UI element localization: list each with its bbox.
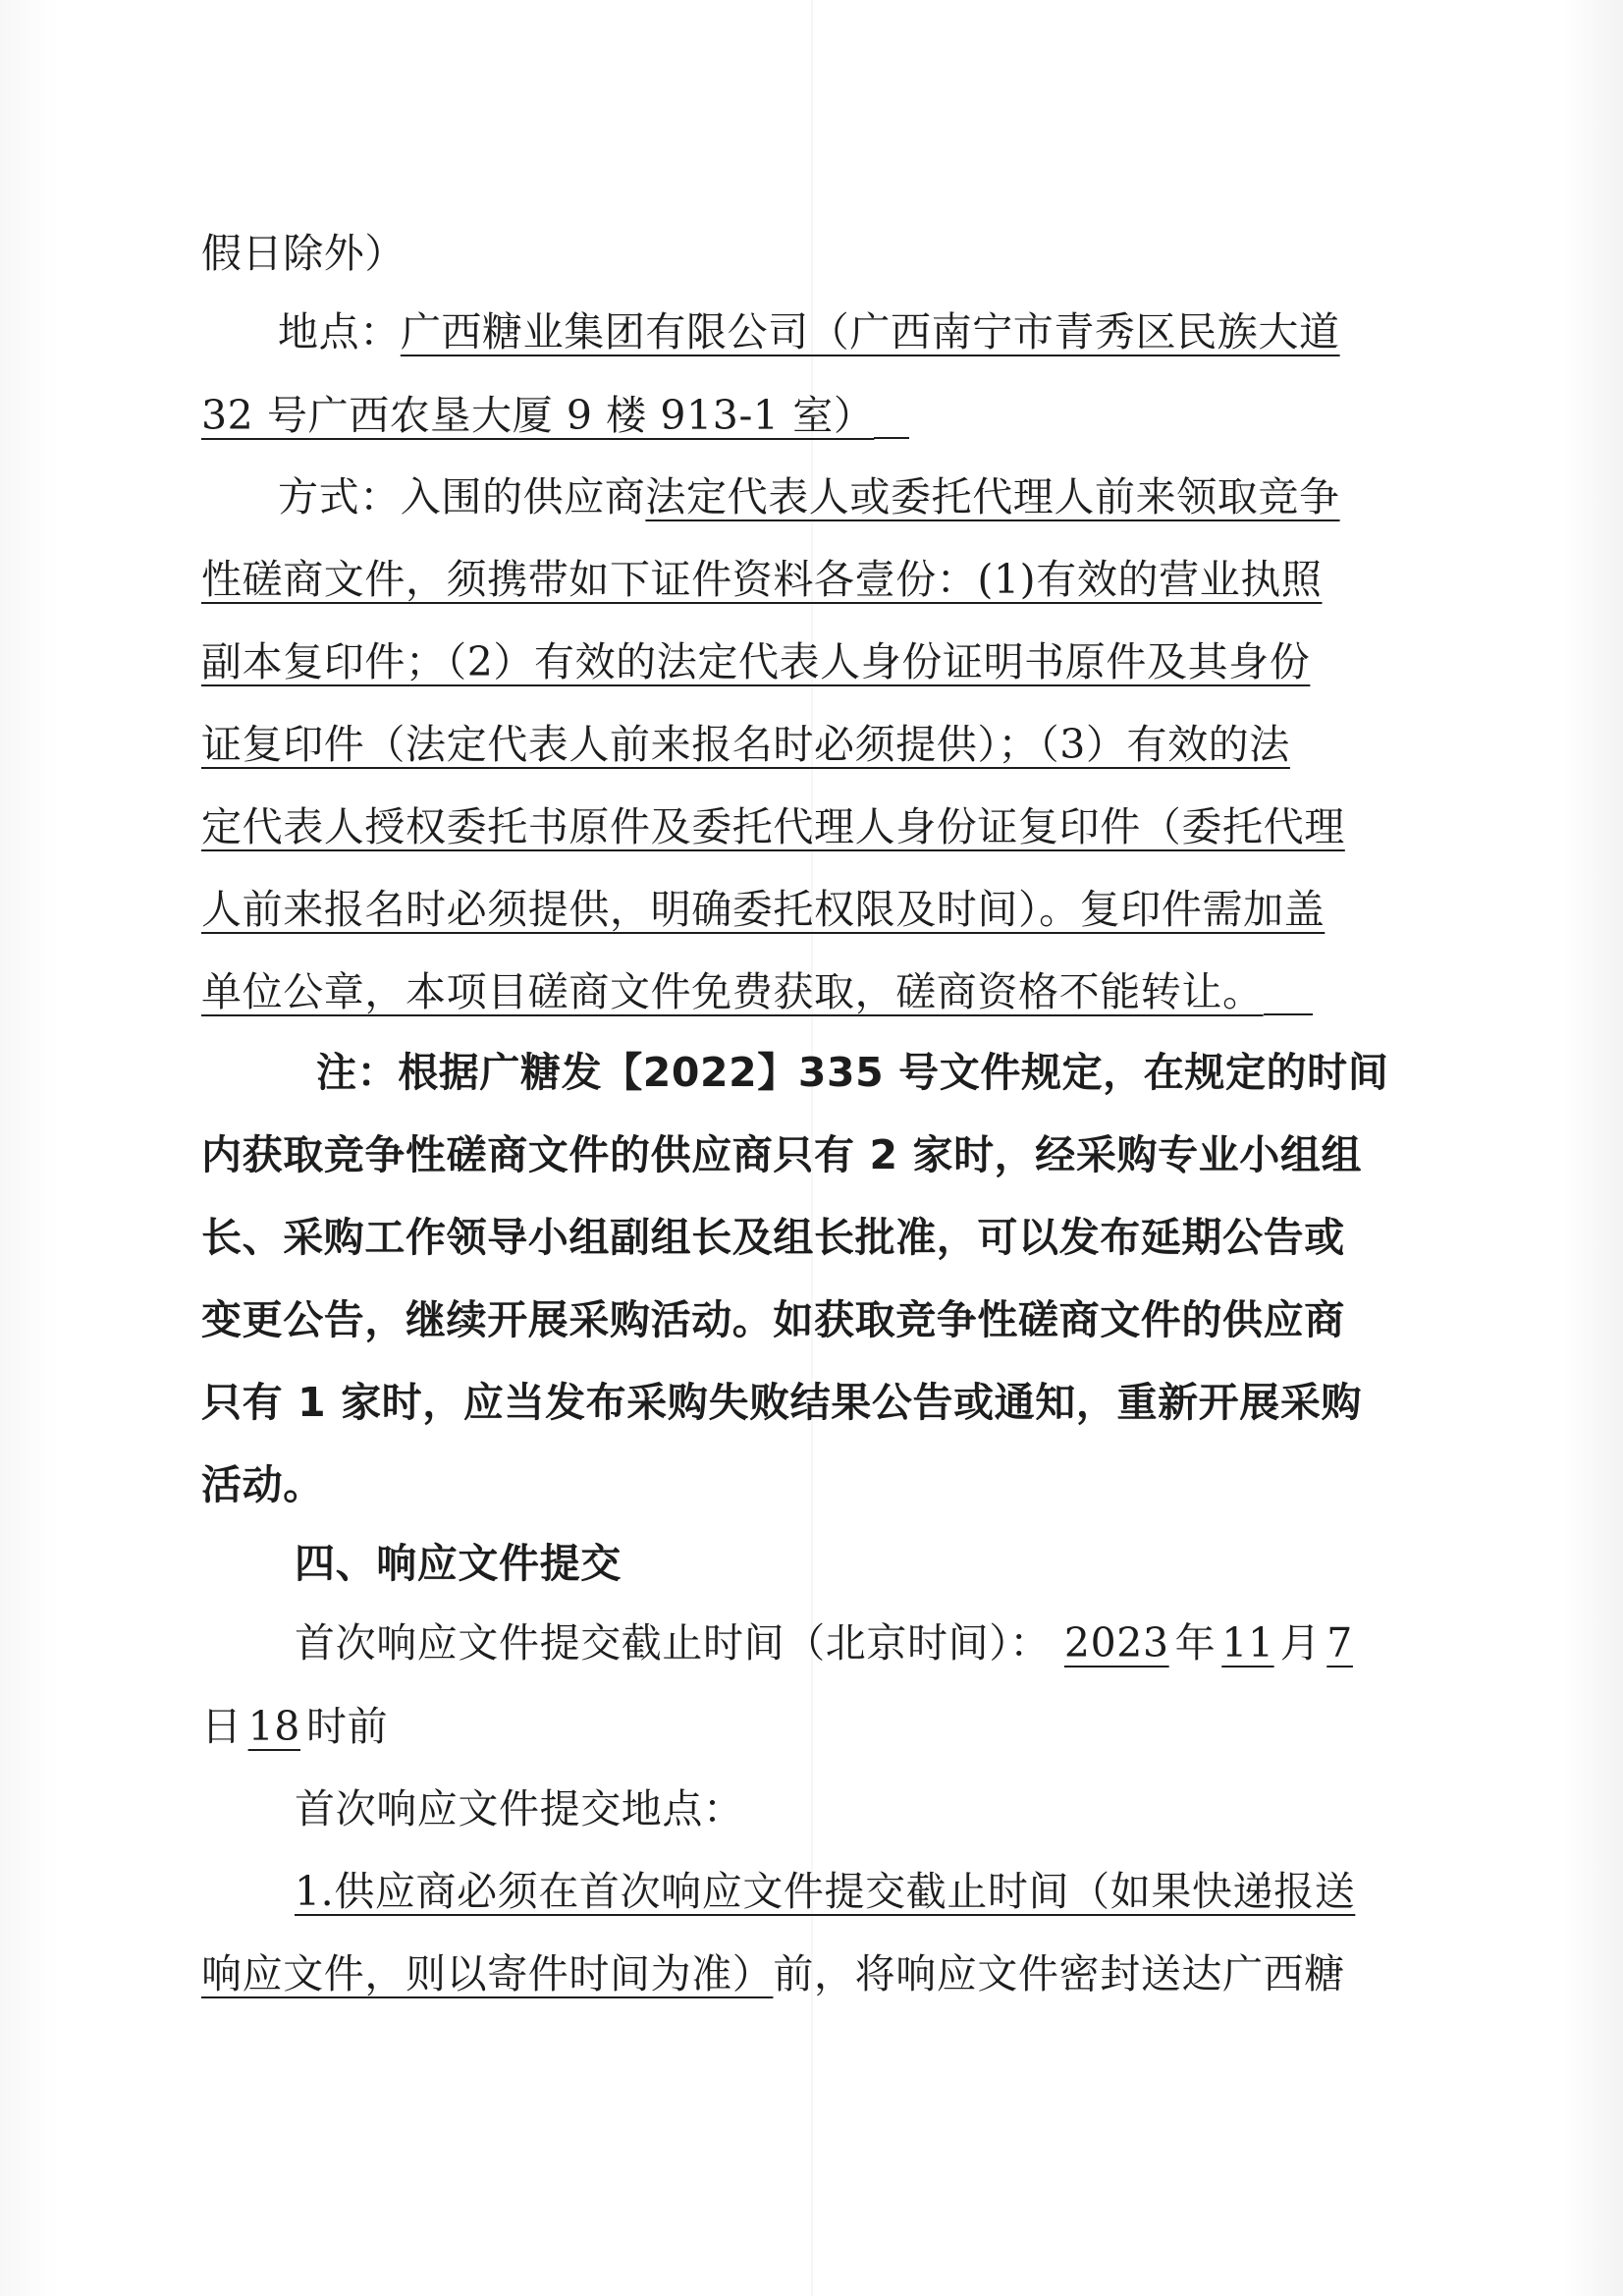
note-paragraph-line-6: 活动。 [201,1461,324,1508]
method-line-3: 副本复印件；（2）有效的法定代表人身份证明书原件及其身份 [201,638,1311,685]
location-label: 地点： [278,308,401,355]
location-value: 广西糖业集团有限公司（广西南宁市青秀区民族大道 [400,308,1340,355]
method-line-6: 人前来报名时必须提供，明确委托权限及时间）。复印件需加盖 [201,886,1325,933]
method-line [278,467,1340,526]
submission-item-1-cont: 响应文件，则以寄件时间为准）前，将响应文件密封送达广西糖 [201,1950,1345,1997]
note-paragraph-line-4: 变更公告，继续开展采购活动。如获取竞争性磋商文件的供应商 [201,1296,1345,1343]
deadline-month: 11 [1221,1619,1274,1667]
deadline-year: 2023 [1063,1619,1169,1667]
deadline-hour: 18 [247,1703,300,1750]
deadline-day: 7 [1326,1619,1353,1667]
location-line-2 [201,386,909,445]
submission-item-1: 1.供应商必须在首次响应文件提交截止时间（如果快递报送 [295,1868,1356,1915]
location-value-cont: 32 号广西农垦大厦 9 楼 913-1 室） [201,392,875,439]
note-paragraph-line-2: 内获取竞争性磋商文件的供应商只有 2 家时，经采购专业小组组 [201,1131,1363,1178]
underline-tail [874,386,909,439]
method-line-5: 定代表人授权委托书原件及委托代理人身份证复印件（委托代理 [201,803,1345,850]
method-label: 方式：入围的供应商 [278,473,646,520]
text-line: 假日除外） [201,230,406,277]
method-text: 法定代表人或委托代理人前来领取竞争 [645,473,1340,520]
note-paragraph-line-5: 只有 1 家时，应当发布采购失败结果公告或通知，重新开展采购 [201,1379,1363,1426]
location-line [278,302,1340,361]
submission-place-label: 首次响应文件提交地点： [295,1785,744,1832]
method-line-7: 单位公章，本项目磋商文件免费获取，磋商资格不能转让。 [201,962,1313,1021]
note-paragraph-line-1: 注：根据广糖发【2022】335 号文件规定，在规定的时间 [316,1049,1389,1096]
deadline-label: 首次响应文件提交截止时间（北京时间）： [295,1619,1051,1667]
method-line-4: 证复印件（法定代表人前来报名时必须提供）；（3）有效的法 [201,721,1290,768]
deadline-line-2: 日 18 时前 [201,1697,388,1756]
note-paragraph-line-3: 长、采购工作领导小组副组长及组长批准，可以发布延期公告或 [201,1214,1345,1261]
method-line-2: 性磋商文件，须携带如下证件资料各壹份：(1)有效的营业执照 [201,556,1323,603]
underline-tail [1264,962,1313,1015]
deadline-line: 首次响应文件提交截止时间（北京时间）： 2023 年 11 月 7 [295,1613,1359,1672]
section-heading: 四、响应文件提交 [295,1540,622,1587]
